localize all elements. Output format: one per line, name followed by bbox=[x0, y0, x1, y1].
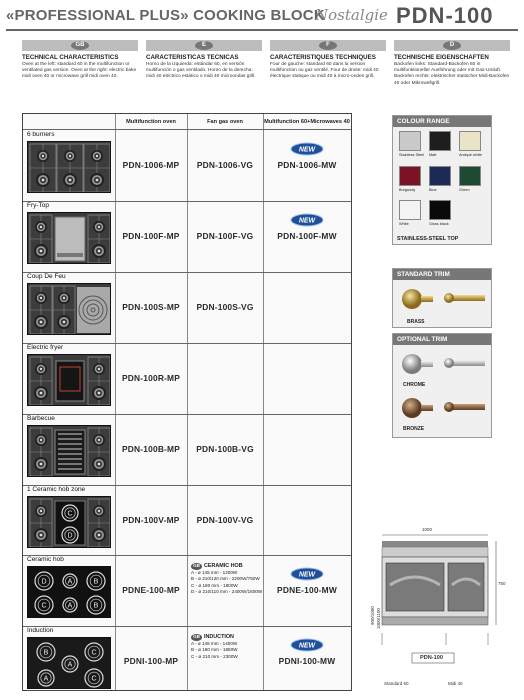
row-divider bbox=[23, 414, 351, 415]
row-divider bbox=[23, 272, 351, 273]
lang-bar bbox=[22, 40, 138, 51]
hob-thumbnail bbox=[27, 141, 111, 193]
new-badge-label: NEW bbox=[298, 217, 316, 225]
spec-badge: GB bbox=[191, 634, 202, 641]
row-label: Electric fryer bbox=[27, 343, 64, 351]
standard-trim-title: STANDARD TRIM bbox=[393, 269, 491, 280]
model-code-vg: PDN-1006-VG bbox=[196, 160, 254, 170]
lang-badge: D bbox=[443, 41, 461, 50]
new-badge-label: NEW bbox=[298, 571, 316, 579]
colour-swatch-label: Burgundy bbox=[399, 188, 416, 192]
spec-line: A - ø 145 mm - 1200W bbox=[191, 569, 238, 575]
hob-thumbnail bbox=[27, 425, 111, 477]
colour-swatch-label: Green bbox=[459, 188, 470, 192]
row-divider bbox=[23, 129, 351, 130]
spec-title: CERAMIC HOB bbox=[204, 563, 243, 570]
colour-swatch-label: White bbox=[399, 222, 409, 226]
oven-dimension-drawing bbox=[370, 525, 522, 695]
model-code-mp: PDN-1006-MP bbox=[122, 160, 180, 170]
colour-swatch-label: Gloss black bbox=[429, 222, 449, 226]
lang-bar bbox=[146, 40, 262, 51]
hob-zone-letter: C bbox=[67, 510, 73, 517]
spec-line: D - ø 210/110 mm - 2400W/1600W bbox=[191, 589, 263, 595]
model-code-mw: PDNI-100-MW bbox=[278, 656, 336, 667]
spec-line: B - ø 180 mm - 1850W bbox=[191, 647, 238, 653]
colour-swatch bbox=[429, 200, 451, 220]
colour-range-panel bbox=[392, 115, 492, 245]
model-code-mp: PDNE-100-MP bbox=[122, 585, 180, 596]
model-code-mp: PDN-100S-MP bbox=[122, 301, 180, 312]
hob-thumbnail bbox=[27, 637, 111, 689]
row-label: Fry-Top bbox=[27, 201, 50, 209]
col-header-microwave: Multifunction 60+Microwaves 40 bbox=[264, 118, 350, 125]
colour-swatch bbox=[399, 131, 421, 151]
hob-zone-letter: B bbox=[93, 602, 99, 610]
hob-thumbnail bbox=[27, 354, 111, 406]
colour-swatch bbox=[459, 131, 481, 151]
lang-bar bbox=[394, 40, 510, 51]
optional-trim-title: OPTIONAL TRIM bbox=[393, 334, 491, 345]
lang-badge: F bbox=[319, 41, 337, 50]
row-divider bbox=[23, 626, 351, 627]
induction-spec bbox=[191, 634, 238, 660]
hob-thumbnail bbox=[27, 496, 111, 548]
model-code-mw: PDN-100F-MW bbox=[277, 230, 337, 241]
dimension-side-a: 900/1000 bbox=[370, 606, 375, 625]
lang-badge: E bbox=[195, 41, 213, 50]
colour-swatch bbox=[459, 166, 481, 186]
standard-trim-panel bbox=[392, 268, 492, 328]
hob-zone-letter: C bbox=[91, 649, 97, 657]
lang-title: CARACTERISTICAS TECNICAS bbox=[146, 54, 239, 61]
model-code-mp: PDN-100R-MP bbox=[121, 372, 181, 383]
oven-front-drawing bbox=[370, 525, 522, 695]
hob-zone-letter: A bbox=[67, 578, 73, 586]
lang-text: Oven at the left: standard 60 in the multifunction or ventilated gas version. Oven at the right: electric bake midi oven 40 or microwave grill midi oven 40. bbox=[22, 62, 137, 80]
new-badge bbox=[290, 638, 324, 652]
model-code-mp: PDN-100F-MP bbox=[122, 230, 180, 241]
spec-line: A - ø 145 mm - 1400W bbox=[191, 640, 238, 646]
col-header-fan-gas: Fan gas oven bbox=[207, 118, 243, 125]
page-header bbox=[0, 0, 524, 34]
model-code-mw: PDN-1006-MW bbox=[277, 160, 337, 170]
colour-swatch bbox=[429, 131, 451, 151]
model-code-mp: PDNI-100-MP bbox=[123, 656, 179, 667]
dimension-height: 750 bbox=[498, 581, 506, 586]
top-material-label: STAINLESS-STEEL TOP bbox=[397, 236, 459, 242]
model-code-vg: PDN-100F-VG bbox=[196, 230, 254, 241]
row-divider bbox=[23, 201, 351, 202]
lang-title: TECHNISCHE EIGENSCHAFTEN bbox=[394, 54, 489, 61]
header-divider bbox=[6, 29, 518, 31]
lang-text: Backofen links: Standard-Backofen 60 in multifunktioneller Ausführung oder mit Gas-Umluft. Backofen rechts: elektrischer statischer Midi-Backofen 40 oder Mikrowellgrill. bbox=[394, 62, 510, 86]
optional-trim-panel bbox=[392, 333, 492, 438]
model-code-vg: PDN-100V-VG bbox=[196, 514, 254, 525]
page-title: «PROFESSIONAL PLUS» COOKING BLOCK bbox=[6, 7, 325, 24]
col-header-multifunction: Multifunction oven bbox=[126, 118, 176, 125]
spec-line: C - ø 180 mm - 1800W bbox=[191, 582, 238, 588]
model-code-mp: PDN-100V-MP bbox=[122, 514, 180, 525]
model-table bbox=[22, 113, 352, 691]
lang-column-d bbox=[394, 40, 510, 87]
row-label: Barbecue bbox=[27, 414, 55, 422]
row-label: Coup De Feu bbox=[27, 272, 66, 280]
hob-zone-letter: C bbox=[91, 675, 97, 683]
lang-column-e bbox=[146, 40, 262, 81]
hob-zone-letter: B bbox=[43, 649, 49, 657]
model-code-vg: PDN-100B-VG bbox=[196, 443, 254, 454]
lang-column-f bbox=[270, 40, 386, 81]
bronze-trim-image bbox=[399, 394, 487, 422]
lang-title: TECHNICAL CHARACTERISTICS bbox=[22, 54, 119, 61]
lang-bar bbox=[270, 40, 386, 51]
series-name: Nostalgie bbox=[315, 6, 388, 24]
hob-zone-letter: A bbox=[43, 675, 49, 683]
drawing-left-oven: Standard 60 bbox=[384, 681, 409, 686]
new-badge bbox=[290, 142, 324, 156]
model-code-vg: PDN-100S-VG bbox=[196, 301, 254, 312]
new-badge-label: NEW bbox=[298, 146, 316, 154]
hob-zone-letter: A bbox=[67, 602, 73, 610]
hob-thumbnail bbox=[27, 566, 111, 618]
dimension-side-b: 1000/1100 bbox=[376, 608, 381, 629]
lang-column-gb bbox=[22, 40, 138, 81]
colour-swatch-label: Blue bbox=[429, 188, 437, 192]
row-label: Induction bbox=[27, 627, 54, 635]
lang-text: Four de gauche: standard 60 dans la version multifonction ou gaz ventilé. Four de droite: midi 40 électrique statique ou midi 40 à micro-ondes grill. bbox=[270, 62, 379, 80]
model-name: PDN-100 bbox=[396, 3, 494, 28]
model-code-mp: PDN-100B-MP bbox=[121, 443, 181, 454]
row-divider bbox=[23, 555, 351, 556]
colour-swatch bbox=[399, 166, 421, 186]
dimension-width: 1000 bbox=[422, 527, 433, 532]
lang-text: Horno de la izquierda: estándar 60, en versión multifunción o gas ventilado. Horno de la derecha: midi 40 eléctrico estático o midi 40 microondas grill. bbox=[146, 62, 256, 80]
colour-range-title: COLOUR RANGE bbox=[393, 116, 491, 127]
row-label: Ceramic hob bbox=[27, 556, 64, 564]
colour-swatch-label: Matt bbox=[429, 153, 437, 157]
colour-swatch-label: Antique white bbox=[459, 153, 482, 157]
hob-zone-letter: D bbox=[41, 578, 47, 586]
spec-badge: GB bbox=[191, 563, 202, 570]
hob-thumbnail bbox=[27, 212, 111, 264]
hob-zone-letter: B bbox=[93, 578, 99, 586]
hob-thumbnail bbox=[27, 283, 111, 335]
row-label: 6 burners bbox=[27, 131, 55, 138]
hob-zone-letter: A bbox=[67, 661, 73, 669]
new-badge bbox=[290, 213, 324, 227]
colour-swatch-label: Stainless Steel bbox=[399, 153, 425, 157]
trim-label-chrome: CHROME bbox=[403, 382, 426, 388]
new-badge-label: NEW bbox=[298, 642, 316, 650]
chrome-trim-image bbox=[399, 350, 487, 378]
lang-badge: GB bbox=[71, 41, 89, 50]
hob-zone-letter: D bbox=[67, 532, 73, 539]
hob-zone-letter: C bbox=[41, 602, 47, 610]
trim-label-bronze: BRONZE bbox=[403, 426, 425, 432]
row-label: 1 Ceramic hob zone bbox=[27, 485, 86, 493]
new-badge bbox=[290, 567, 324, 581]
spec-title: INDUCTION bbox=[204, 634, 234, 641]
drawing-model: PDN-100 bbox=[420, 655, 444, 661]
model-code-mw: PDNE-100-MW bbox=[277, 585, 337, 596]
trim-label-brass: BRASS bbox=[407, 319, 425, 325]
colour-swatch bbox=[429, 166, 451, 186]
colour-swatch bbox=[399, 200, 421, 220]
lang-title: CARACTERISTIQUES TECHNIQUES bbox=[270, 54, 376, 61]
spec-line: B - ø 210/120 mm - 2200W/750W bbox=[191, 576, 260, 582]
row-divider bbox=[23, 343, 351, 344]
spec-line: C - ø 210 mm - 2300W bbox=[191, 653, 238, 659]
ceramic-spec bbox=[191, 563, 262, 596]
drawing-right-oven: Midi 40 bbox=[448, 681, 463, 686]
brass-trim-image bbox=[399, 285, 487, 313]
